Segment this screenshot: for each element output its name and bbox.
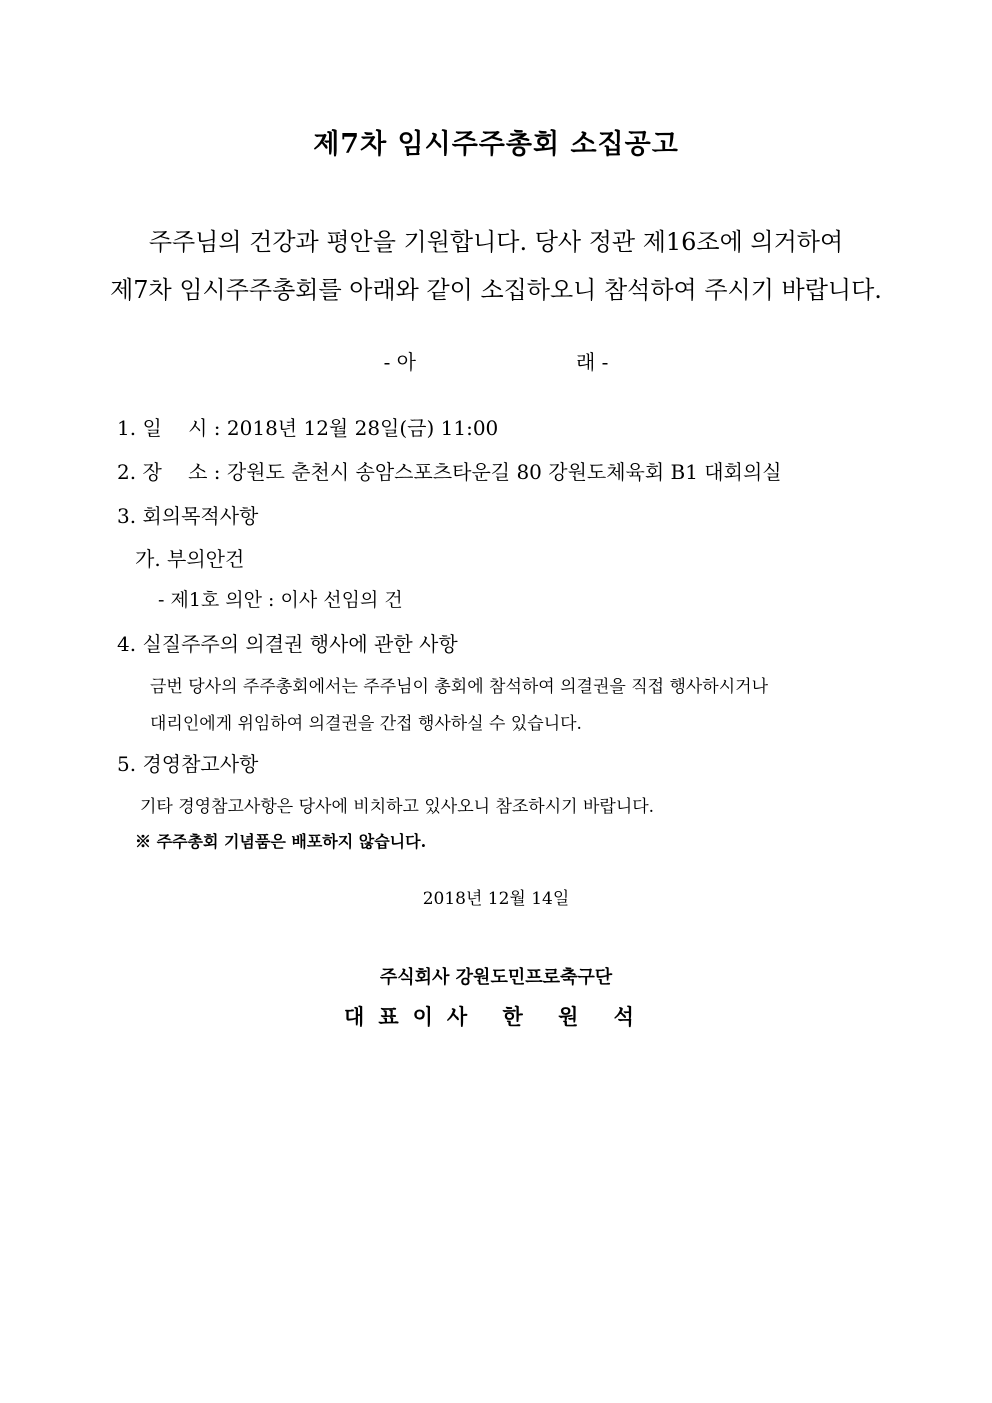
ceo-name: 대표이사 한 원 석 xyxy=(344,1004,648,1029)
intro-line-1: 주주님의 건강과 평안을 기원합니다. 당사 정관 제16조에 의거하여 xyxy=(148,228,844,256)
issue-date: 2018년 12월 14일 xyxy=(422,889,570,909)
company-name: 주식회사 강원도민프로축구단 xyxy=(379,967,613,988)
section-header xyxy=(0,346,992,375)
section-header-right: 래 - xyxy=(576,350,609,374)
voting-body-line-2: 대리인에게 위임하여 의결권을 간접 행사하실 수 있습니다. xyxy=(150,714,582,734)
item-date-time: 1. 일 시 : 2018년 12월 28일(금) 11:00 xyxy=(117,416,499,440)
item-agenda-title: 3. 회의목적사항 xyxy=(117,504,259,528)
agenda-item-1: - 제1호 의안 : 이사 선임의 건 xyxy=(158,589,403,611)
item-reference-title: 5. 경영참고사항 xyxy=(117,752,259,776)
item-place: 2. 장 소 : 강원도 춘천시 송암스포츠타운길 80 강원도체육회 B1 대회의실 xyxy=(117,460,782,484)
intro-line-2: 제7차 임시주주총회를 아래와 같이 소집하오니 참석하여 주시기 바랍니다. xyxy=(110,276,882,304)
agenda-sub-heading: 가. 부의안건 xyxy=(135,547,245,571)
gift-notice: ※ 주주총회 기념품은 배포하지 않습니다. xyxy=(135,832,427,851)
voting-body-line-1: 금번 당사의 주주총회에서는 주주님이 총회에 참석하여 의결권을 직접 행사하시거나 xyxy=(150,677,768,697)
reference-body: 기타 경영참고사항은 당사에 비치하고 있사오니 참조하시기 바랍니다. xyxy=(140,797,655,817)
section-header-left: - 아 xyxy=(383,350,416,374)
item-voting-title: 4. 실질주주의 의결권 행사에 관한 사항 xyxy=(117,632,458,656)
document-title: 제7차 임시주주총회 소집공고 xyxy=(313,129,679,160)
